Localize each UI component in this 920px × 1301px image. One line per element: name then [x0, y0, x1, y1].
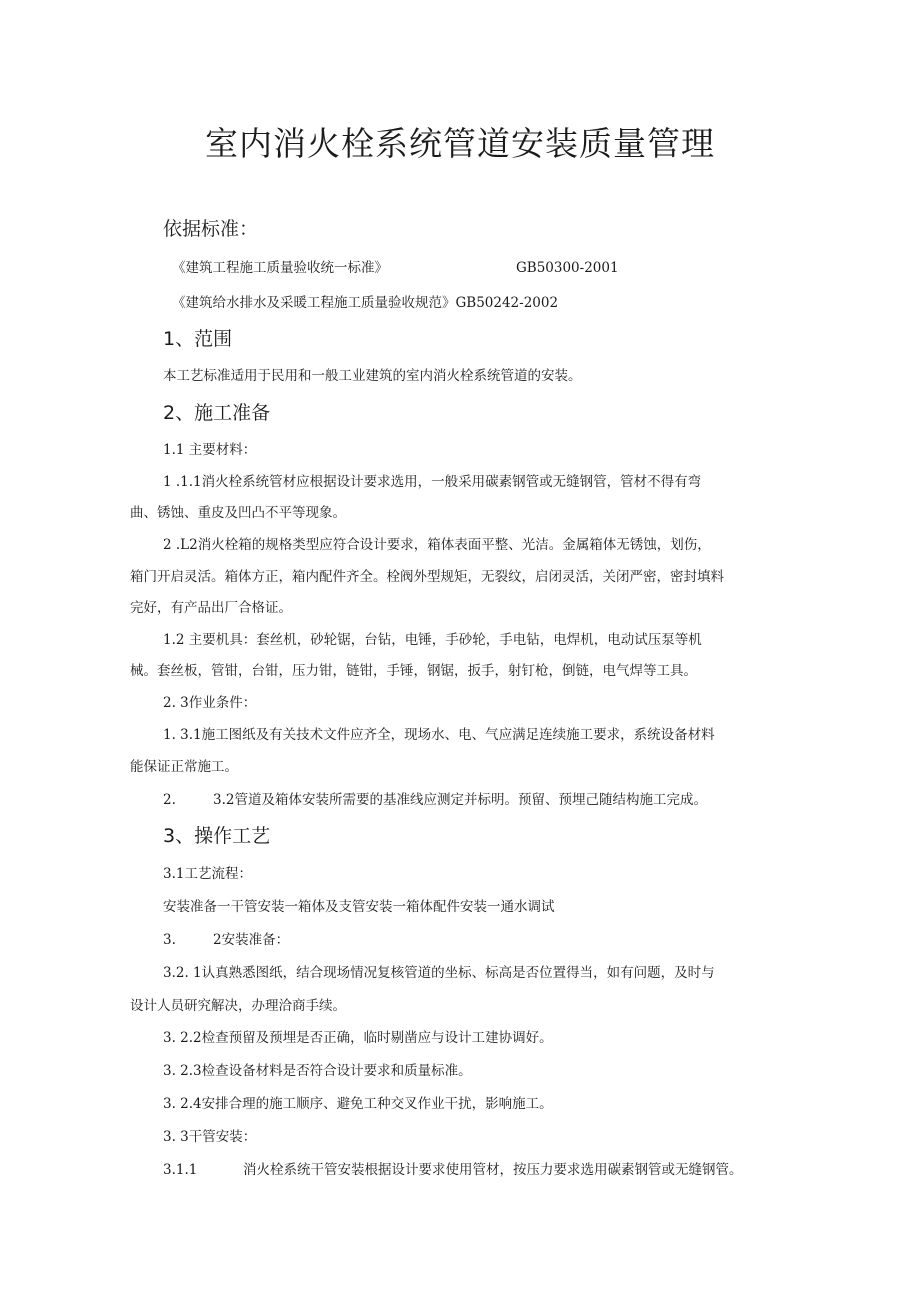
- standard-2: 《建筑给水排水及采暖工程施工质量验收规范》GB50242-2002: [172, 295, 559, 311]
- s3-line-2: 安装准备一干管安装一箱体及支管安装一箱体配件安装一通水调试: [163, 899, 555, 915]
- document-title: 室内消火栓系统管道安装质量管理: [205, 124, 715, 163]
- s2-line-12-text: 3.2管道及箱体安装所需要的基准线应测定并标明。预留、预埋己随结构施工完成。: [213, 792, 707, 808]
- s2-line-8: 械。套丝板，管钳，台钳，压力钳，链钳，手锤，钢锯，扳手，射钉枪，倒链，电气焊等工具。: [130, 663, 697, 679]
- section-1-paragraph: 本工艺标准适用于民用和一般工业建筑的室内消火栓系统管道的安装。: [163, 368, 582, 384]
- s2-line-1: 1.1 主要材料：: [163, 442, 257, 458]
- s3-line-3-text: 2安装准备：: [213, 932, 290, 948]
- s3-line-7: 3. 2.3检查设备材料是否符合设计要求和质量标准。: [163, 1063, 472, 1079]
- s2-line-11: 能保证正常施工。: [130, 759, 238, 775]
- s2-line-3: 曲、锈蚀、重皮及凹凸不平等现象。: [130, 505, 346, 521]
- s3-line-10-text: 消火栓系统干管安装根据设计要求使用管材，按压力要求选用碳素钢管或无缝钢管。: [243, 1162, 743, 1178]
- s2-line-12-number: 2.: [163, 792, 176, 808]
- basis-heading: 依据标准：: [163, 218, 259, 240]
- s3-line-9: 3. 3干管安装：: [163, 1129, 257, 1145]
- s3-line-1: 3.1工艺流程：: [163, 866, 252, 882]
- s3-line-4: 3.2. 1认真熟悉图纸，结合现场情况复核管道的坐标、标高是否位置得当，如有问题，及时与: [163, 965, 715, 981]
- s3-line-6: 3. 2.2检查预留及预埋是否正确，临时剔凿应与设计工建协调好。: [163, 1030, 553, 1046]
- s3-line-5: 设计人员研究解决，办理洽商手续。: [130, 998, 346, 1014]
- section-2-heading: 2、施工准备: [163, 402, 271, 424]
- standard-1-name: 《建筑工程施工质量验收统一标准》: [172, 260, 388, 276]
- standard-1-code: GB50300-2001: [516, 260, 619, 276]
- s3-line-10-number: 3.1.1: [163, 1162, 198, 1178]
- s2-line-2: 1 .1.1消火栓系统管材应根据设计要求选用，一般采用碳素钢管或无缝钢管，管材不得有弯: [163, 474, 702, 490]
- s2-line-5: 箱门开启灵活。箱体方正，箱内配件齐全。栓阀外型规矩，无裂纹，启闭灵活，关闭严密，密封填料: [130, 569, 724, 585]
- s2-line-9: 2. 3作业条件：: [163, 695, 257, 711]
- s2-line-10: 1. 3.1施工图纸及有关技术文件应齐全，现场水、电、气应满足连续施工要求，系统设备材料: [163, 727, 715, 743]
- section-1-heading: 1、范围: [163, 328, 233, 350]
- s2-line-4: 2 .L2消火栓箱的规格类型应符合设计要求，箱体表面平整、光洁。金属箱体无锈蚀，划伤，: [163, 537, 711, 553]
- s2-line-6: 完好，有产品出厂合格证。: [130, 600, 292, 616]
- s3-line-3-number: 3.: [163, 932, 176, 948]
- s3-line-8: 3. 2.4安排合理的施工顺序、避免工种交叉作业干扰，影响施工。: [163, 1096, 553, 1112]
- s2-line-7: 1.2 主要机具：套丝机，砂轮锯，台钻，电锤，手砂轮，手电钻，电焊机，电动试压泵等机: [163, 632, 702, 648]
- section-3-heading: 3、操作工艺: [163, 825, 271, 847]
